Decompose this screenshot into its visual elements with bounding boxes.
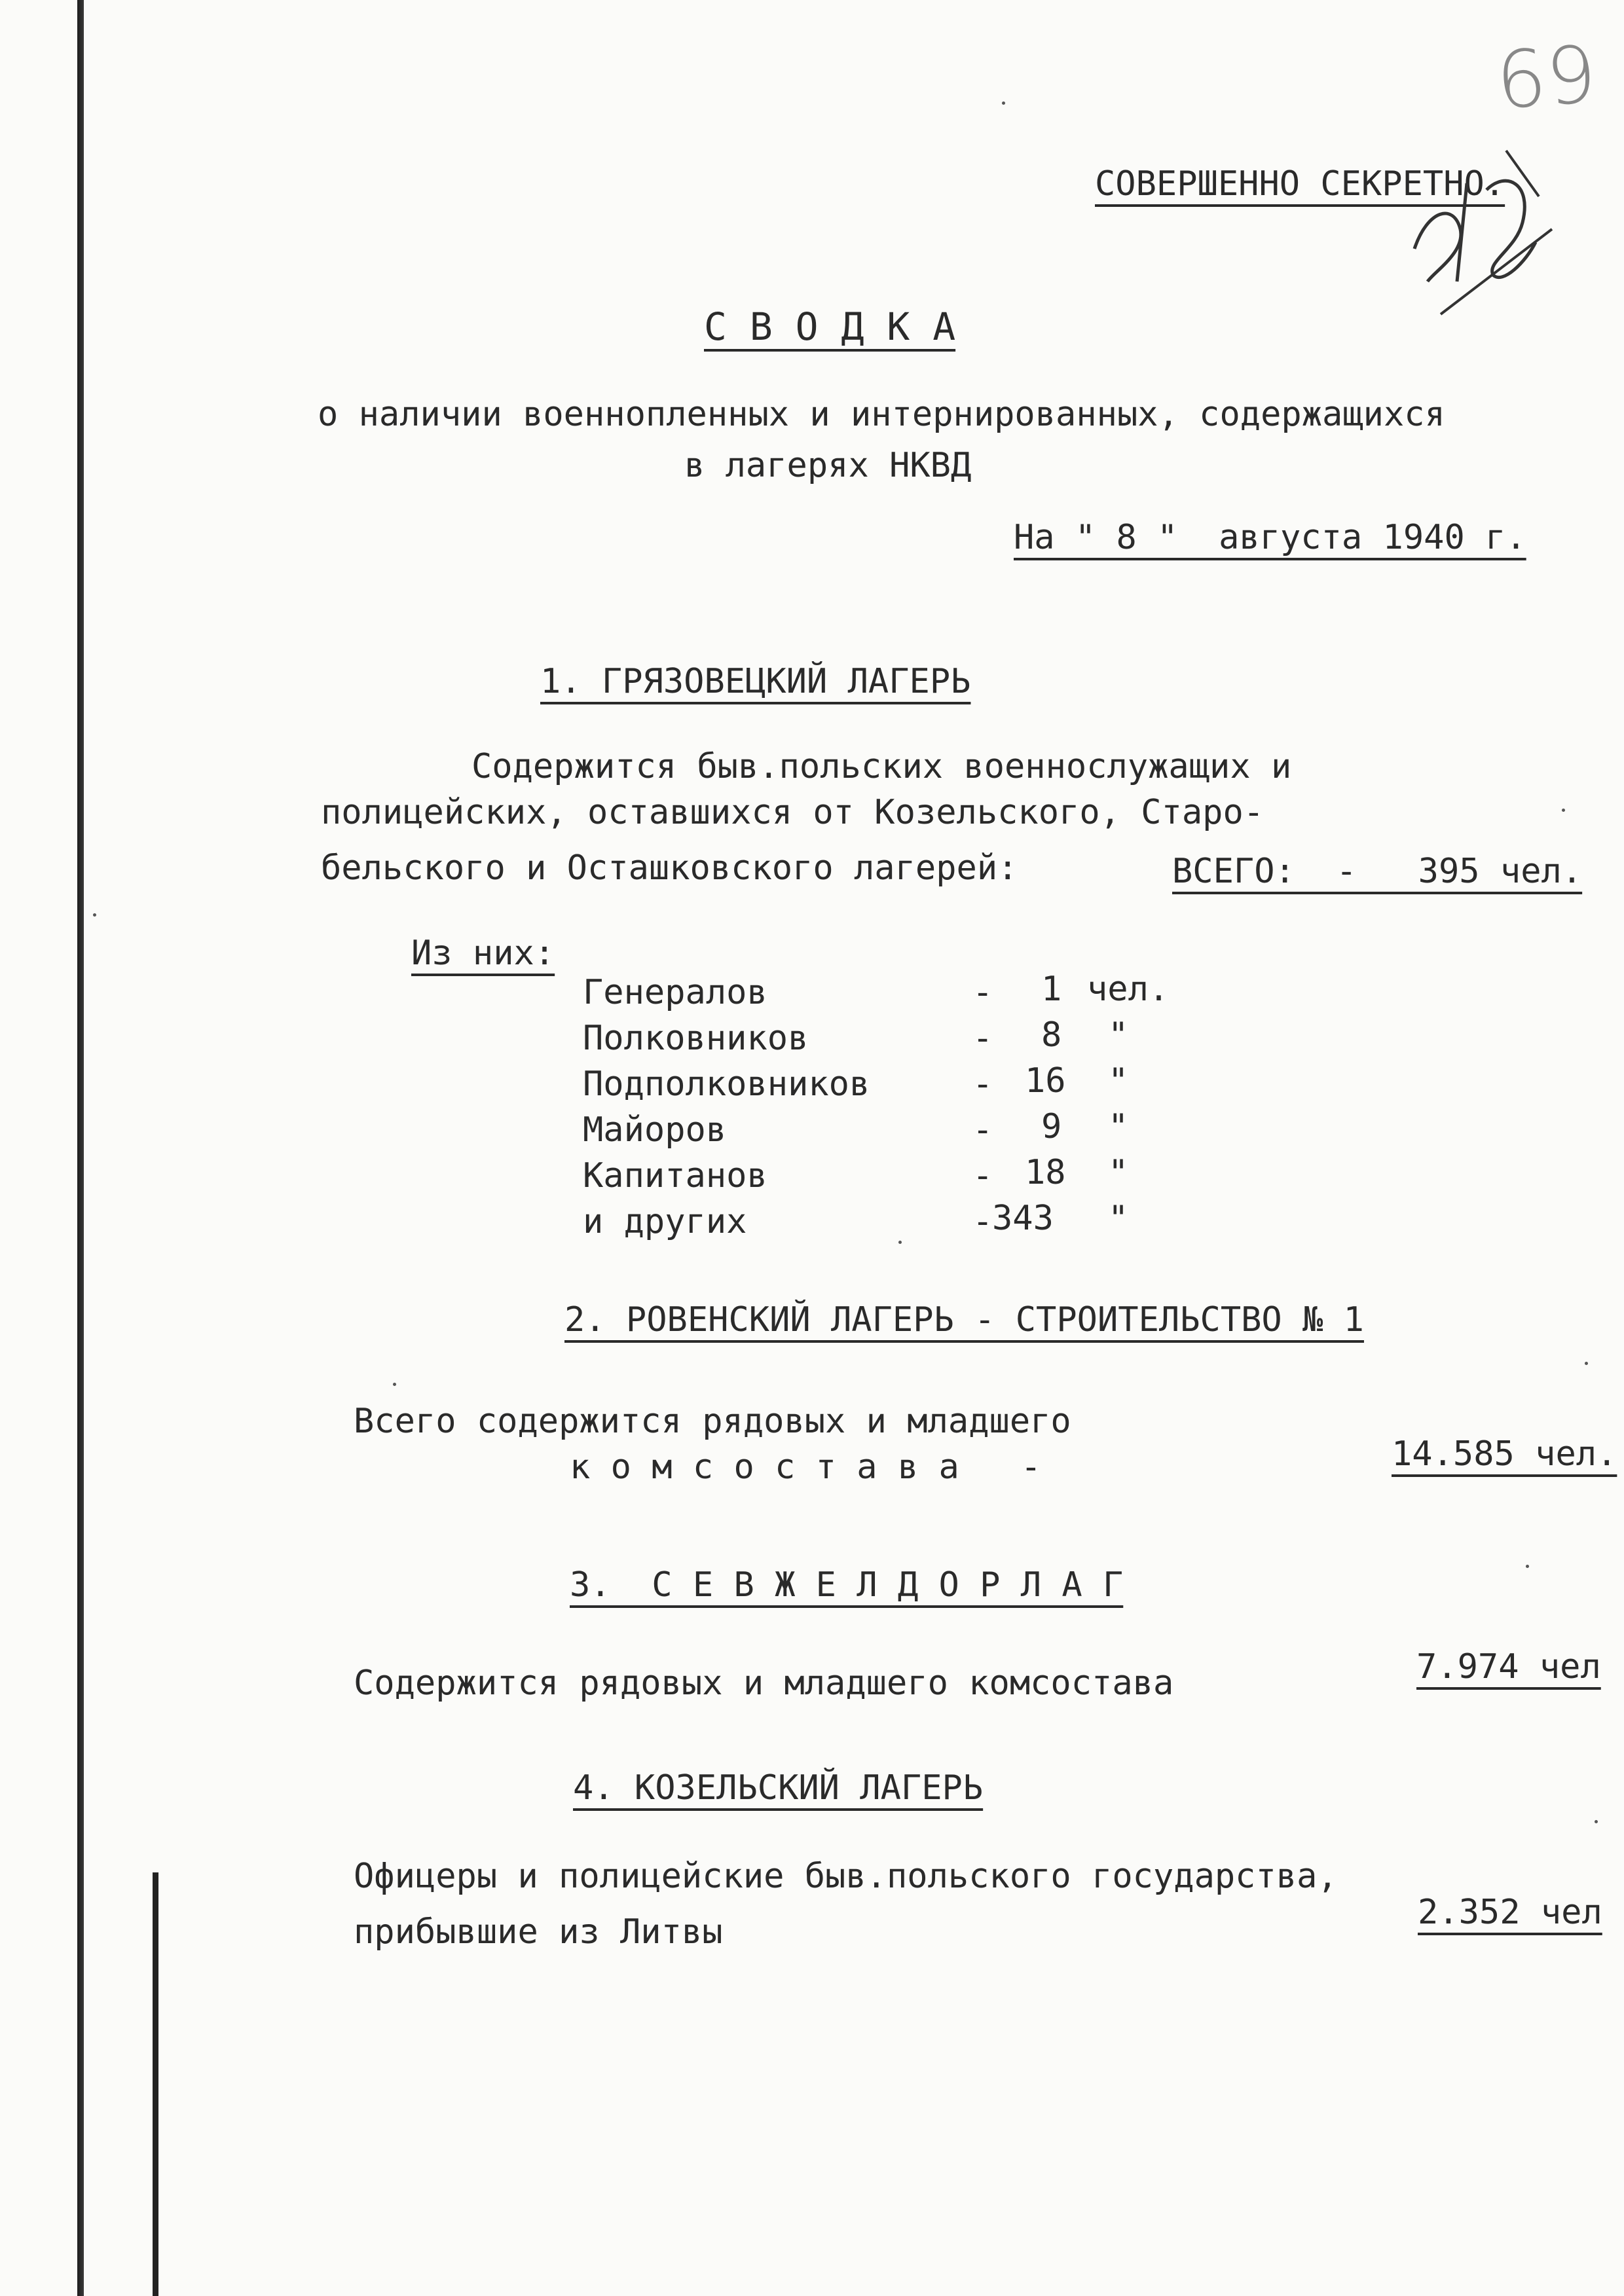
breakdown-label: Из них: <box>411 934 555 973</box>
subtitle-line-1: о наличии военнопленных и интернированных, содержащихся <box>318 395 1445 434</box>
section-4-total: 2.352 чел <box>1418 1893 1602 1932</box>
rank-dash: - <box>972 1065 993 1104</box>
section-3-text-line: Содержится рядовых и младшего комсостава <box>354 1664 1174 1703</box>
section-3-total: 7.974 чел <box>1416 1647 1601 1686</box>
scan-speck <box>1002 101 1005 105</box>
rank-unit: " <box>1108 1061 1129 1101</box>
rank-unit: " <box>1108 1107 1129 1146</box>
rank-dash: - <box>972 1202 993 1241</box>
section-4-text-line: прибывшие из Литвы <box>354 1912 723 1952</box>
section-4-text-line: Офицеры и полицейские быв.польского государства, <box>354 1857 1338 1896</box>
rank-dash: - <box>972 1019 993 1058</box>
scan-speck <box>1562 809 1565 812</box>
scan-speck <box>1585 1362 1588 1365</box>
section-1-text-line: полицейских, оставшихся от Козельского, Старо- <box>321 793 1264 832</box>
rank-count: 1 <box>1041 970 1062 1009</box>
section-2-heading: 2. РОВЕНСКИЙ ЛАГЕРЬ - СТРОИТЕЛЬСТВО № 1 <box>564 1300 1364 1339</box>
scan-speck <box>1595 1820 1598 1823</box>
binding-edge <box>77 0 84 2296</box>
rank-name: Майоров <box>583 1110 727 1150</box>
scan-speck <box>93 913 96 917</box>
rank-unit: " <box>1108 1199 1129 1238</box>
rank-count: 343 <box>992 1199 1054 1238</box>
section-1-total: ВСЕГО: - 395 чел. <box>1172 852 1583 891</box>
rank-unit: " <box>1108 1015 1129 1055</box>
scan-speck <box>1526 1565 1529 1568</box>
rank-count: 18 <box>1025 1153 1066 1192</box>
rank-dash: - <box>972 973 993 1012</box>
rank-name: и других <box>583 1202 747 1241</box>
section-2-text-line: Всего содержится рядовых и младшего <box>354 1402 1071 1441</box>
section-2-total: 14.585 чел. <box>1392 1434 1617 1474</box>
scan-speck <box>393 1383 396 1386</box>
rank-count: 9 <box>1041 1107 1062 1146</box>
rank-count: 16 <box>1025 1061 1066 1101</box>
binding-edge-lower <box>153 1872 158 2296</box>
rank-dash: - <box>972 1156 993 1195</box>
rank-name: Полковников <box>583 1019 809 1058</box>
subtitle-line-2: в лагерях НКВД <box>684 446 972 485</box>
rank-unit: " <box>1108 1153 1129 1192</box>
rank-name: Подполковников <box>583 1065 870 1104</box>
secrecy-stamp: СОВЕРШЕННО СЕКРЕТНО. <box>1095 164 1505 204</box>
section-1-text-line: Содержится быв.польских военнослужащих и <box>471 747 1292 786</box>
rank-unit: чел. <box>1087 970 1170 1009</box>
handwritten-mark-signature <box>1388 131 1559 327</box>
report-date: На " 8 " августа 1940 г. <box>1014 518 1526 557</box>
document-title: С В О Д К А <box>704 304 956 349</box>
rank-dash: - <box>972 1110 993 1150</box>
section-2-text-line: к о м с о с т а в а - <box>570 1448 1042 1487</box>
section-1-text-line: бельского и Осташковского лагерей: <box>321 848 1018 888</box>
rank-name: Капитанов <box>583 1156 767 1195</box>
section-4-heading: 4. КОЗЕЛЬСКИЙ ЛАГЕРЬ <box>573 1768 984 1808</box>
rank-count: 8 <box>1041 1015 1062 1055</box>
rank-name: Генералов <box>583 973 767 1012</box>
section-1-heading: 1. ГРЯЗОВЕЦКИЙ ЛАГЕРЬ <box>540 662 971 701</box>
page-number: 69 <box>1493 29 1600 128</box>
section-3-heading: 3. С Е В Ж Е Л Д О Р Л А Г <box>570 1565 1124 1605</box>
scan-speck <box>898 1241 902 1244</box>
